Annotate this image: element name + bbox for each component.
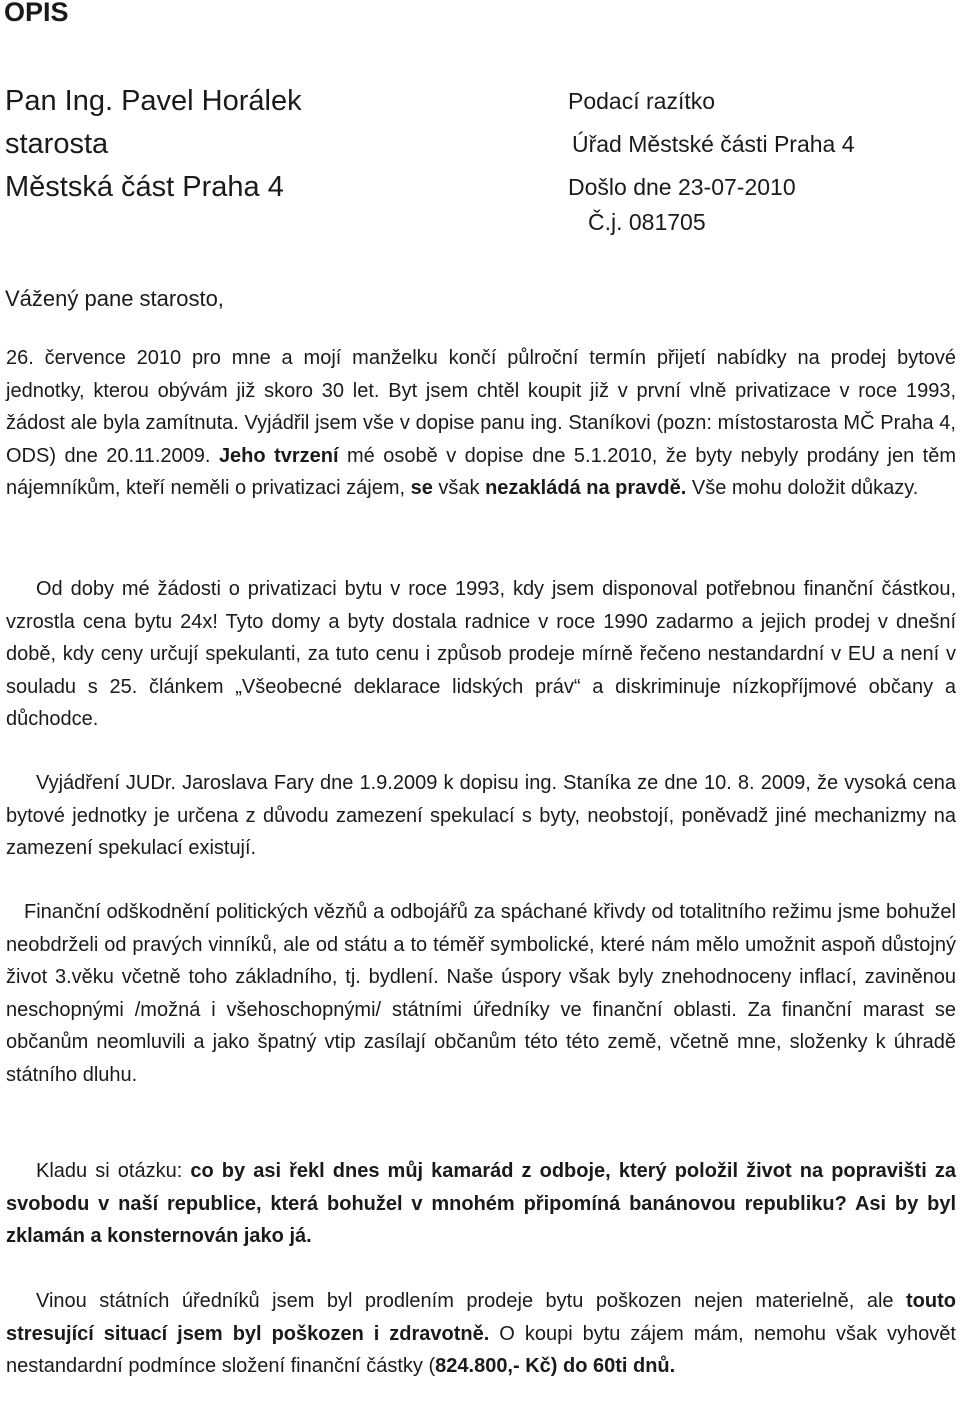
paragraph-5: Kladu si otázku: co by asi řekl dnes můj kamarád z odboje, který položil život na popravišti za svobodu v naší republice, která bohužel v mnohém připomíná banánovou republiku? Asi by byl zklamán a konsternován jako já. xyxy=(6,1160,956,1248)
recipient-address xyxy=(5,80,302,209)
salutation: Vážený pane starosto, xyxy=(5,286,224,311)
recipient-office: Městská část Praha 4 xyxy=(5,171,284,203)
paragraph-4: Finanční odškodnění politických vězňů a odbojářů za spáchané křivdy od totalitního režimu jsme bohužel neobdrželi od pravých vinníků, ale od státu a to téměř symbolické, které nám mělo umožnit aspoň důstojný život 3.věku včetně toho základního, tj. bydlení. Naše úspory však byly znehodnoceny inflací, zaviněnou neschopnými /možná i všehoschopnými/ státními úředníky ve finanční oblasti. Za finanční marast se občanům neomluvili a jako špatný vtip zasílají občanům této této země, včetně mne, složenky k úhradě státního dluhu. xyxy=(6,901,956,1086)
recipient-name: Pan Ing. Pavel Horálek xyxy=(5,85,302,117)
recipient-role: starosta xyxy=(5,128,109,160)
paragraph-1: 26. července 2010 pro mne a mojí manželku končí půlroční termín přijetí nabídky na prodej bytové jednotky, kterou obývám již skoro 30 let. Byt jsem chtěl koupit již v první vlně privatizace v roce 1993, žádost ale byla zamítnuta. Vyjádřil jsem vše v dopise panu ing. Staníkovi (pozn: místostarosta MČ Praha 4, ODS) dne 20.11.2009. Jeho tvrzení mé osobě v dopise dne 5.1.2010, že byty nebyly prodány jen těm nájemníkům, kteří neměli o privatizaci zájem, se však nezakládá na pravdě. Vše mohu doložit důkazy. xyxy=(6,347,956,500)
stamp-title: Podací razítko xyxy=(568,88,716,114)
paragraph-2: Od doby mé žádosti o privatizaci bytu v roce 1993, kdy jsem disponoval potřebnou finanční částkou, vzrostla cena bytu 24x! Tyto domy a byty dostala radnice v roce 1990 zadarmo a jejich prodej v dnešní době, kdy ceny určují spekulanti, za tuto cenu i způsob prodeje mírně řečeno nestandardní v EU a není v souladu s 25. článkem „Všeobecné deklarace lidských práv“ a diskriminuje nízkopříjmové občany a důchodce. xyxy=(6,578,956,731)
stamp-reference-number: Č.j. 081705 xyxy=(588,209,706,235)
paragraph-6: Vinou státních úředníků jsem byl prodlením prodeje bytu poškozen nejen materielně, ale touto stresující situací jsem byl poškozen i zdravotně. O koupi bytu zájem mám, nemohu však vyhovět nestandardní podmínce složení finanční částky (824.800,- Kč) do 60ti dnů. xyxy=(6,1290,956,1378)
stamp-office: Úřad Městské části Praha 4 xyxy=(572,131,855,157)
stamp-received-date: Došlo dne 23-07-2010 xyxy=(568,174,796,200)
document-heading: OPIS xyxy=(4,0,69,27)
paragraph-3: Vyjádření JUDr. Jaroslava Fary dne 1.9.2009 k dopisu ing. Staníka ze dne 10. 8. 2009, že vysoká cena bytové jednotky je určena z důvodu zamezení spekulací s byty, neobstojí, poněvadž jiné mechanizmy na zamezení spekulací existují. xyxy=(6,772,956,860)
